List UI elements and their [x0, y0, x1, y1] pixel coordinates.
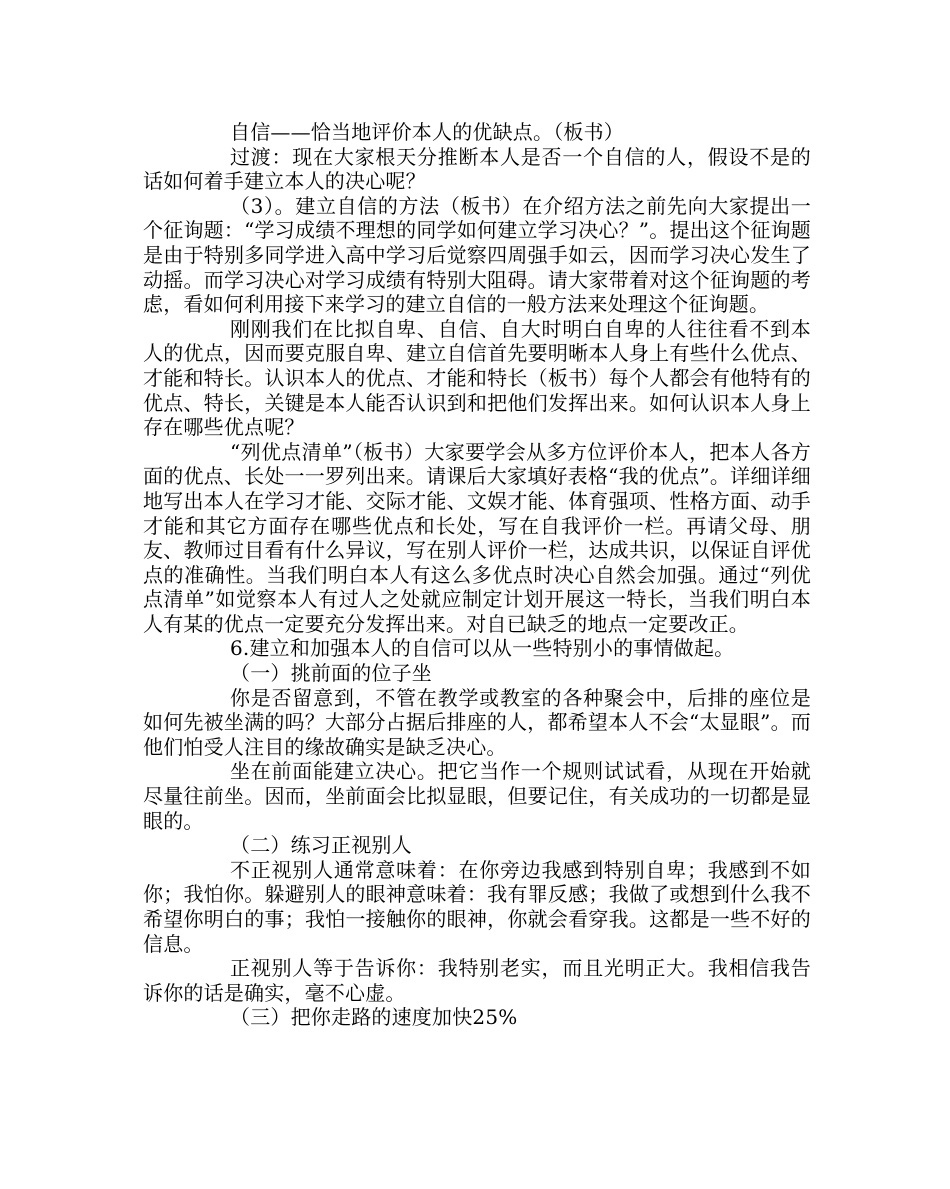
paragraph-avoid-eyes: 不正视别人通常意味着：在你旁边我感到特别自卑；我感到不如你；我怕你。躲避别人的眼神意味着：我有罪反感；我做了或想到什么我不希望你明白的事；我怕一接触你的眼神，你就会看穿我。这都是一些不好的信息。: [143, 857, 811, 956]
heading-sit-front: （一）挑前面的位子坐: [230, 661, 432, 686]
paragraph-back-rows: 你是否留意到，不管在教学或教室的各种聚会中，后排的座位是如何先被坐满的吗？大部分占据后排座的人，都希望本人不会“太显眼”。而他们怕受人注目的缘故确实是缺乏决心。: [143, 685, 811, 759]
paragraph-know-strengths: 刚刚我们在比拟自卑、自信、自大时明白自卑的人往往看不到本人的优点，因而要克服自卑、建立自信首先要明晰本人身上有些什么优点、才能和特长。认识本人的优点、才能和特长（板书）每个人都会有他特有的优点、特长，关键是本人能否认识到和把他们发挥出来。如何认识本人身上存在哪些优点呢？: [143, 316, 811, 440]
heading-walk-faster: （三）把你走路的速度加快25%: [230, 1005, 518, 1030]
paragraph-strengths-list: “列优点清单”（板书）大家要学会从多方位评价本人，把本人各方面的优点、长处一一罗列出来。请课后大家填好表格“我的优点”。详细详细地写出本人在学习才能、交际才能、文娱才能、体育强项、性格方面、动手才能和其它方面存在哪些优点和长处，写在自我评价一栏。再请父母、朋友、教师过目看有什么异议，写在别人评价一栏，达成共识，以保证自评优点的准确性。当我们明白本人有这么多优点时决心自然会加强。通过“列优点清单”如觉察本人有过人之处就应制定计划开展这一特长，当我们明白本人有某的优点一定要充分发挥出来。对自已缺乏的地点一定要改正。: [143, 439, 811, 636]
paragraph-look-directly: 正视别人等于告诉你：我特别老实，而且光明正大。我相信我告诉你的话是确实，毫不心虚。: [143, 956, 811, 1005]
paragraph-confidence-definition: 自信——恰当地评价本人的优缺点。（板书）: [230, 120, 624, 144]
paragraph-section-6: 6.建立和加强本人的自信可以从一些特别小的事情做起。: [230, 636, 735, 661]
paragraph-transition: 过渡：现在大家根天分推断本人是否一个自信的人，假设不是的话如何着手建立本人的决心呢？: [143, 144, 811, 194]
document-body: [143, 120, 811, 1030]
heading-eye-contact: （二）练习正视别人: [230, 833, 412, 858]
paragraph-methods-intro: （3）。建立自信的方法（板书）在介绍方法之前先向大家提出一个征询题：“学习成绩不理想的同学如何建立学习决心？”。提出这个征询题是由于特别多同学进入高中学习后觉察四周强手如云，因而学习决心发生了动摇。而学习决心对学习成绩有特别大阻碍。请大家带着对这个征询题的考虑，看如何利用接下来学习的建立自信的一般方法来处理这个征询题。: [143, 193, 811, 317]
paragraph-sit-front: 坐在前面能建立决心。把它当作一个规则试试看，从现在开始就尽量往前坐。因而，坐前面会比拟显眼，但要记住，有关成功的一切都是显眼的。: [143, 759, 811, 833]
